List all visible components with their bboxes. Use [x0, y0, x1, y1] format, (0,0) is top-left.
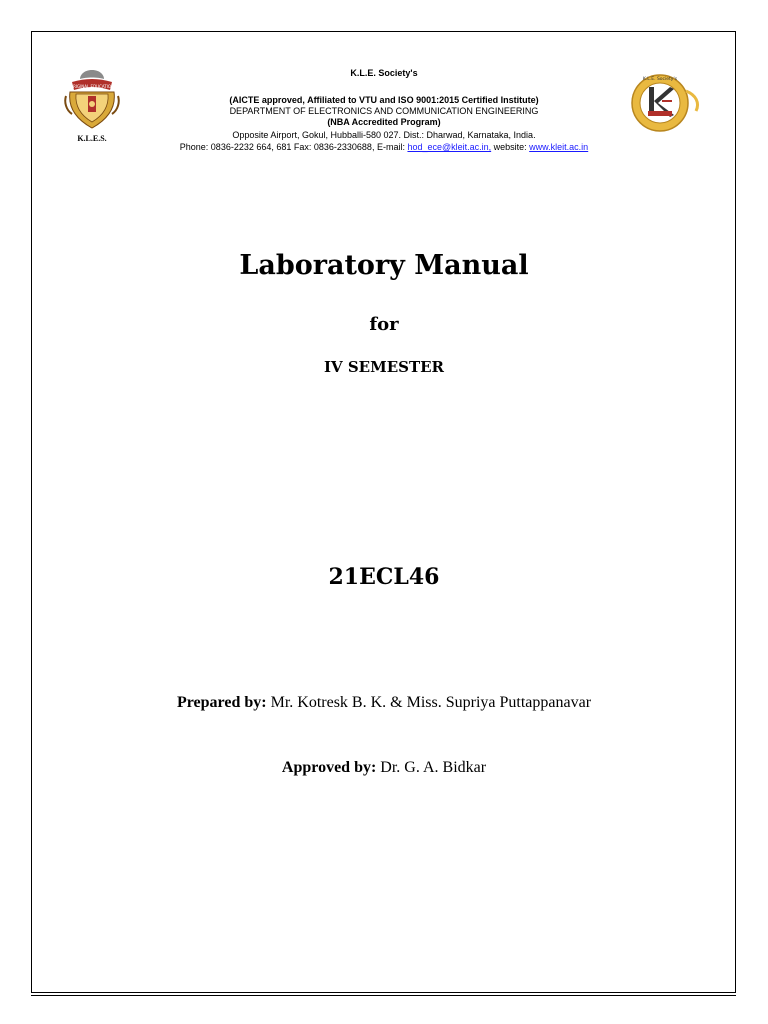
society-name: K.L.E. Society's	[350, 68, 418, 78]
emblem-caption: K.L.E.S.	[77, 134, 107, 143]
email-link[interactable]: hod_ece@kleit.ac.in,	[407, 142, 492, 152]
for-label: for	[369, 314, 399, 335]
approved-by-label: Approved by:	[281, 759, 377, 776]
approved-by-name: Dr. G. A. Bidkar	[380, 759, 487, 776]
nba-accreditation: (NBA Accredited Program)	[327, 117, 441, 127]
course-code: 21ECL46	[328, 564, 440, 590]
approved-by-line	[0, 759, 768, 777]
contact-phone-fax: Phone: 0836-2232 664, 681 Fax: 0836-2330688, E-mail:	[179, 142, 408, 152]
emblem-ribbon-text: ORIGINAL EDUCATION	[69, 84, 115, 89]
prepared-by-names: Mr. Kotresk B. K. & Miss. Supriya Puttappanavar	[270, 694, 592, 711]
institute-address: Opposite Airport, Gokul, Hubballi-580 027. Dist.: Dharwad, Karnataka, India.	[232, 130, 536, 140]
contact-line	[140, 142, 628, 153]
kle-society-seal-logo	[626, 71, 706, 135]
website-prefix: website:	[491, 142, 530, 152]
seal-ring-text: K.L.E. Society's	[642, 77, 678, 82]
institute-affiliation: (AICTE approved, Affiliated to VTU and ISO 9001:2015 Certified Institute)	[229, 95, 539, 105]
website-link[interactable]: www.kleit.ac.in	[529, 142, 589, 152]
document-title: Laboratory Manual	[239, 250, 529, 281]
department-name: DEPARTMENT OF ELECTRONICS AND COMMUNICATION ENGINEERING	[229, 106, 539, 116]
kles-emblem-logo	[62, 66, 122, 146]
page-border	[31, 31, 736, 993]
prepared-by-label: Prepared by:	[176, 694, 267, 711]
semester-label: IV SEMESTER	[323, 358, 445, 376]
seal-graphic	[632, 75, 698, 131]
prepared-by-line	[0, 694, 768, 712]
emblem-crest	[65, 70, 119, 128]
